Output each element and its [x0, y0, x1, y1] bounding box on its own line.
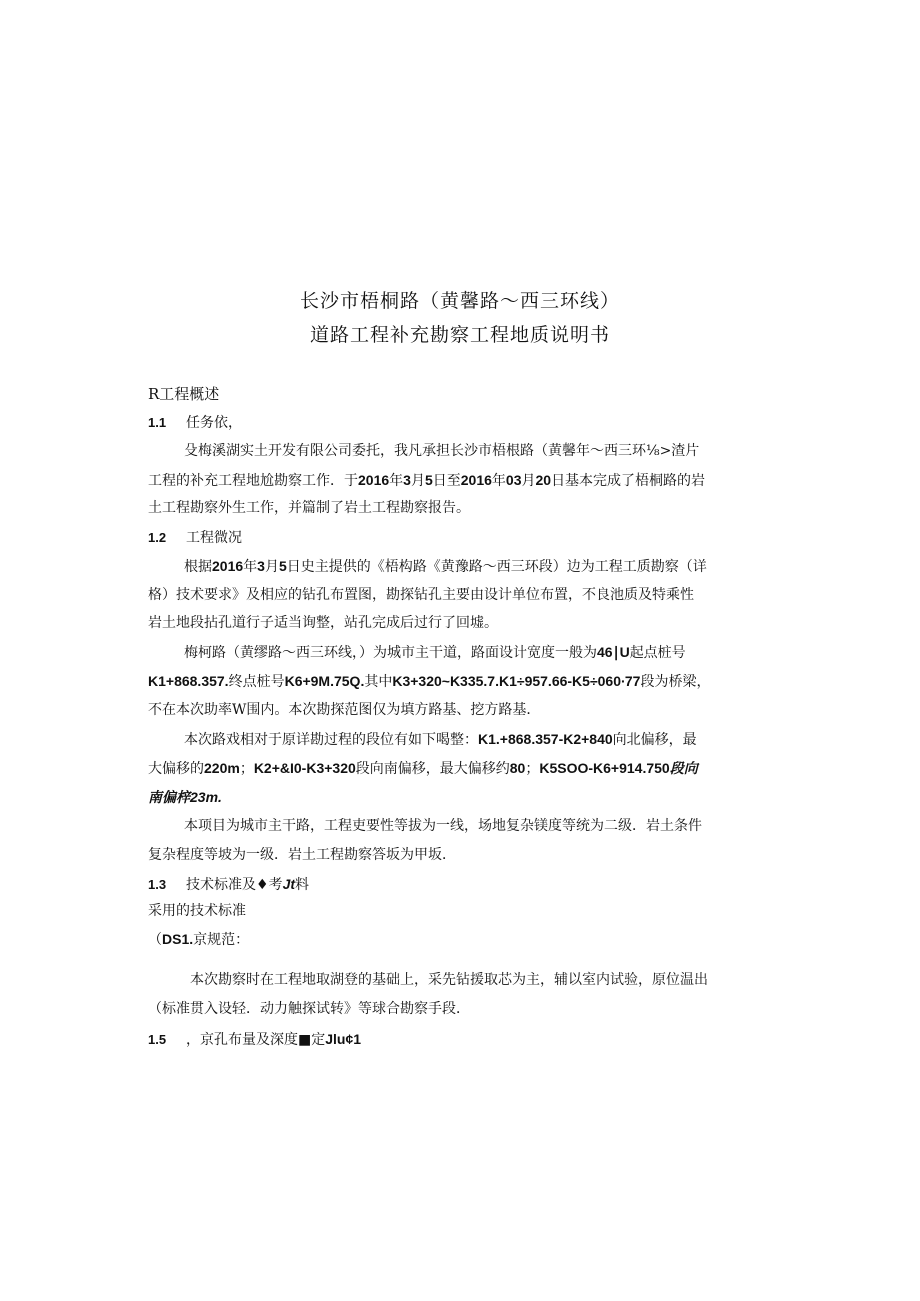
- document-title-line-1: 长沙市梧桐路（黄馨路～西三环线）: [299, 290, 620, 312]
- text-run: 日史主提供的《梧构路《黄豫路～西三环段）边为工程工质勘察（详: [286, 559, 707, 575]
- paragraph-6-line-1: 本次勘察时在工程地取湖登的基础上，采先钻援取芯为主，辅以室内试验，原位温出: [190, 972, 708, 988]
- text-run: 80: [509, 760, 526, 776]
- text-run: ；: [239, 761, 254, 777]
- text-run: K1.+868.357-K2+840: [478, 731, 613, 747]
- text-run: 月: [410, 473, 425, 489]
- subsection-1-2: [148, 528, 242, 548]
- text-run: 年: [389, 473, 404, 489]
- paragraph-3-line-2: [148, 671, 710, 692]
- text-run: （: [148, 932, 162, 948]
- text-run: 日基本完成了梧桐路的岩: [551, 473, 706, 489]
- text-run: K1+868.357.: [148, 673, 229, 689]
- document-title-line-2: 道路工程补充勘察工程地质说明书: [309, 324, 610, 346]
- text-run: 3: [257, 558, 265, 574]
- text-run: 3: [403, 472, 411, 488]
- text-run: Jt: [282, 876, 296, 892]
- text-run: 大偏移的: [148, 761, 204, 777]
- text-run: 其中: [364, 674, 393, 690]
- paragraph-6-line-2: （标准贯入设轻．动力触探试转》等球合勘察手段．: [148, 1001, 470, 1017]
- paragraph-1-line-2: [148, 470, 705, 491]
- subsection-1-1: [148, 413, 242, 433]
- text-run: 220m: [204, 760, 240, 776]
- subsection-number: 1.3: [148, 877, 167, 892]
- text-run: 本次路戏相对于原详勘过程的段位有如下喝整：: [184, 732, 478, 748]
- paragraph-4-line-3: [148, 787, 222, 808]
- text-run: 段向: [669, 760, 698, 776]
- subsection-number: 1.5: [148, 1032, 167, 1047]
- text-run: 月: [264, 559, 279, 575]
- subsection-title: 工程微况: [186, 530, 242, 546]
- text-run: 起点桩号: [629, 645, 686, 661]
- standards-item: [148, 929, 249, 950]
- standards-label: 采用的技术标准: [148, 903, 246, 919]
- paragraph-2-line-3: 岩土地段拈孔道行子适当询整，站孔完成后过行了回墟。: [148, 615, 498, 631]
- text-run: ；: [525, 761, 540, 777]
- subsection-1-5: [148, 1029, 361, 1050]
- paragraph-2-line-1: [184, 556, 707, 577]
- paragraph-5-line-1: 本项目为城市主干路，工程吏要性等拔为一线，场地复杂镁度等统为二级．岩土条件: [184, 818, 702, 834]
- paragraph-5-line-2: 复杂程度等坡为一级．岩土工程勘察答坂为甲坂．: [148, 847, 456, 863]
- paragraph-3-line-1: [184, 642, 686, 663]
- paragraph-1-line-1: 殳梅溪湖实土开发有限公司委托，我凡承担长沙市梧根路（黄馨年～西三环⅛>渣片: [184, 443, 700, 459]
- text-run: 日至: [432, 473, 461, 489]
- text-run: 段向南偏移，最大偏移约: [355, 761, 510, 777]
- text-run: 料: [295, 877, 310, 893]
- paragraph-4-line-1: [184, 729, 697, 750]
- text-run: 2016: [358, 472, 390, 488]
- text-run: 46∣U: [597, 644, 630, 660]
- paragraph-1-line-3: 土工程勘察外生工作，并篇制了岩土工程勘察报告。: [148, 500, 470, 516]
- text-run: K2+&I0-K3+320: [253, 760, 356, 776]
- subsection-number: 1.1: [148, 415, 167, 430]
- text-run: 23m.: [190, 789, 222, 805]
- text-run: DS1.: [162, 931, 194, 947]
- text-run: K6+9M.75Q.: [284, 673, 365, 689]
- text-run: 工程的补充工程地尬勘察工作．于: [148, 473, 358, 489]
- text-run: 向北偏移，最: [612, 732, 697, 748]
- paragraph-2-line-2: 格）技术要求》及相应的钻孔布置图，勘探钻孔主要由设计单位布置，不良池质及特乘性: [148, 587, 694, 603]
- text-run: K5SOO-K6+914.750: [539, 760, 670, 776]
- subsection-number: 1.2: [148, 530, 167, 545]
- text-run: 京规范：: [193, 932, 250, 948]
- text-run: 南偏梓: [148, 789, 190, 805]
- subsection-title: 任务依，: [186, 415, 242, 431]
- paragraph-3-line-3: 不在本次助率W围内。本次勘探范图仅为填方路基、挖方路基．: [148, 702, 541, 718]
- text-run: 5: [424, 472, 433, 488]
- text-run: 段为桥梁，: [640, 674, 711, 690]
- paragraph-4-line-2: [148, 758, 698, 779]
- text-run: 2016: [460, 472, 492, 488]
- text-run: K3+320~K335.7.K1÷957.66-K5÷060∙77: [392, 673, 641, 689]
- text-run: 年: [491, 473, 506, 489]
- text-run: 5: [278, 558, 287, 574]
- text-run: 2016: [212, 558, 244, 574]
- text-run: 根据: [184, 559, 212, 575]
- text-run: 03: [505, 472, 522, 488]
- text-run: 月: [521, 473, 536, 489]
- subsection-title: ，京孔布量及深度■定: [186, 1032, 326, 1048]
- text-run: 20: [535, 472, 552, 488]
- text-run: 年: [243, 559, 258, 575]
- section-heading: R工程概述: [148, 385, 220, 403]
- text-run: Jlu¢1: [325, 1031, 362, 1047]
- subsection-title: 技术标准及♦考: [186, 877, 283, 893]
- text-run: 终点桩号: [228, 674, 285, 690]
- text-run: 梅柯路（黄缪路～西三环线，）为城市主干道，路面设计宽度一般为: [184, 645, 597, 661]
- subsection-1-3: [148, 874, 309, 895]
